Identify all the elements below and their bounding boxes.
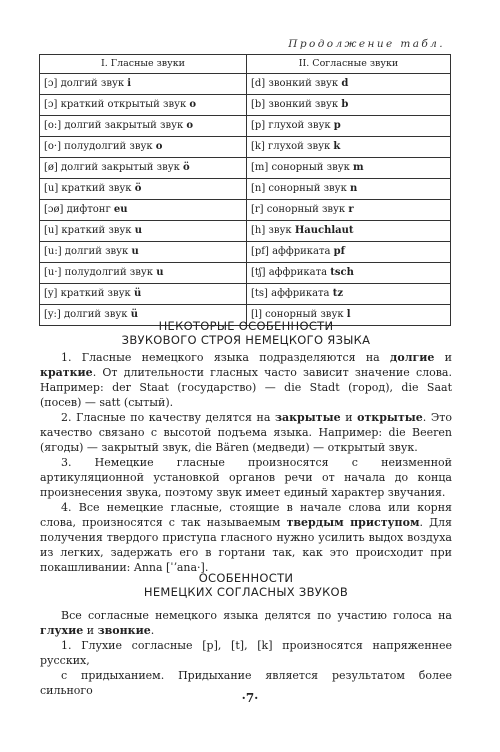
consonant-cell: [h] звук Hauchlaut bbox=[247, 221, 451, 242]
consonant-cell: [b] звонкий звук b bbox=[247, 95, 451, 116]
consonant-cell: [p] глухой звук p bbox=[247, 116, 451, 137]
vowel-cell: [y:] долгий звук ü bbox=[40, 305, 247, 326]
consonant-features-text bbox=[40, 608, 452, 698]
vowel-cell: [u] краткий звук ö bbox=[40, 179, 247, 200]
vowel-cell: [ɔ] долгий звук i bbox=[40, 74, 247, 95]
vowel-cell: [u] краткий звук u bbox=[40, 221, 247, 242]
table-row bbox=[40, 263, 451, 284]
paragraph: 4. Все немецкие гласные, стоящие в начале слова или корня слова, произносятся с так называемым твердым приступом. Для получения твердого приступа гласного нужно усилить выдох воздуха из легких, задержать его в гортани так, как это происходит при покашливании: Anna [ˈʼana·]. bbox=[40, 501, 452, 574]
table-row bbox=[40, 284, 451, 305]
table-row bbox=[40, 95, 451, 116]
section-heading-consonants bbox=[40, 571, 452, 599]
consonant-cell: [r] сонорный звук r bbox=[247, 200, 451, 221]
consonant-cell: [l] сонорный звук l bbox=[247, 305, 451, 326]
consonant-cell: [n] сонорный звук n bbox=[247, 179, 451, 200]
vowel-cell: [o·] полудолгий звук o bbox=[40, 137, 247, 158]
sounds-table bbox=[39, 54, 451, 326]
vowel-cell: [ɔ] краткий открытый звук o bbox=[40, 95, 247, 116]
paragraph: 2. Гласные по качеству делятся на закрытые и открытые. Это качество связано с высотой подъема языка. Например: die Beeren (ягоды) — закрытый звук, die Bären (медведи) — открытый звук. bbox=[40, 411, 453, 454]
paragraph: Все согласные немецкого языка делятся по участию голоса на глухие и звонкие. bbox=[40, 609, 452, 637]
paragraph: 3. Немецкие гласные произносятся с неизменной артикуляционной установкой органов речи от начала до конца произнесения звука, поэтому звук имеет единый характер звучания. bbox=[40, 456, 452, 499]
heading-line: ОСОБЕННОСТИ bbox=[198, 571, 294, 585]
header-consonants: II. Согласные звуки bbox=[247, 55, 451, 74]
consonant-cell: [d] звонкий звук d bbox=[247, 74, 451, 95]
vowel-cell: [ø] долгий закрытый звук ö bbox=[40, 158, 247, 179]
table-row bbox=[40, 116, 451, 137]
vowel-cell: [ɔø] дифтонг eu bbox=[40, 200, 247, 221]
consonant-cell: [pf] аффриката pf bbox=[247, 242, 451, 263]
vowel-cell: [u·] полудолгий звук u bbox=[40, 263, 247, 284]
table-row bbox=[40, 74, 451, 95]
heading-line: ЗВУКОВОГО СТРОЯ НЕМЕЦКОГО ЯЗЫКА bbox=[121, 333, 371, 347]
paragraph: 1. Глухие согласные [p], [t], [k] произносятся напряженнее русских, с придыханием. Придыхание является результатом более сильного bbox=[40, 639, 452, 697]
page-number: ·7· bbox=[241, 691, 259, 705]
consonant-cell: [m] сонорный звук m bbox=[247, 158, 451, 179]
table-header-row bbox=[40, 55, 451, 74]
vowel-cell: [y] краткий звук ü bbox=[40, 284, 247, 305]
section-heading-vowels bbox=[40, 319, 452, 347]
table-row bbox=[40, 179, 451, 200]
vowel-cell: [u:] долгий звук u bbox=[40, 242, 247, 263]
consonant-cell: [tʃ] аффриката tsch bbox=[247, 263, 451, 284]
table-row bbox=[40, 137, 451, 158]
consonant-cell: [k] глухой звук k bbox=[247, 137, 451, 158]
table-continuation-label: Продолжение табл. bbox=[288, 38, 445, 50]
table-row bbox=[40, 200, 451, 221]
paragraph: 1. Гласные немецкого языка подразделяются на долгие и краткие. От длительности гласных часто зависит значение слова. Например: der Staat (государство) — die Stadt (город), die Saat (посев) — satt (сытый). bbox=[40, 351, 453, 409]
heading-line: НЕКОТОРЫЕ ОСОБЕННОСТИ bbox=[158, 319, 334, 333]
vowel-features-text bbox=[40, 350, 452, 575]
vowel-cell: [o:] долгий закрытый звук o bbox=[40, 116, 247, 137]
table-row bbox=[40, 221, 451, 242]
table-row bbox=[40, 242, 451, 263]
header-vowels: I. Гласные звуки bbox=[40, 55, 247, 74]
heading-line: НЕМЕЦКИХ СОГЛАСНЫХ ЗВУКОВ bbox=[143, 585, 349, 599]
consonant-cell: [ts] аффриката tz bbox=[247, 284, 451, 305]
table-row bbox=[40, 158, 451, 179]
